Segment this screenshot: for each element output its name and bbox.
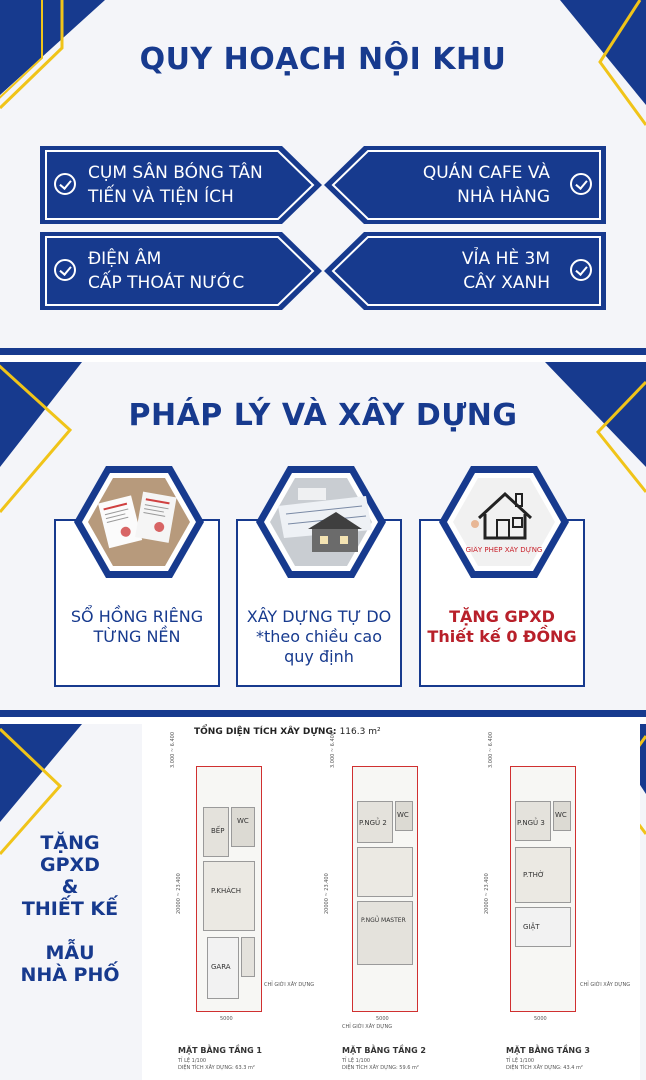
floor-plan-3: P.NGỦ 3 WC P.THỜ GIẶT (510, 766, 576, 1012)
hex-construction-image (256, 466, 386, 578)
feature-label: ĐIỆN ÂM CẤP THOÁT NƯỚC (88, 249, 245, 293)
hex-permit-image (439, 466, 569, 578)
section-phap-ly (0, 362, 646, 710)
hex-documents-image (74, 466, 204, 578)
feature-label: CỤM SÂN BÓNG TÂN TIẾN VÀ TIỆN ÍCH (88, 163, 263, 207)
divider-bar (0, 710, 646, 717)
section-noi-khu (0, 0, 646, 348)
card-text: XÂY DỰNG TỰ DO *theo chiều cao quy định (246, 607, 392, 666)
feature-football (40, 146, 322, 224)
floor-plan-1: BẾP WC P.KHÁCH GARA (196, 766, 262, 1012)
page-title: QUY HOẠCH NỘI KHU (139, 42, 507, 77)
check-circle-icon (54, 173, 76, 195)
permit-sign-text: GIẤY PHÉP XÂY DỰNG (465, 546, 543, 554)
promo-mau-nha-pho: MẪU NHÀ PHỐ (20, 942, 120, 986)
check-circle-icon (570, 173, 592, 195)
divider-bar (0, 348, 646, 355)
floor-plans: TỔNG DIỆN TÍCH XÂY DỰNG: 116.3 m² 3.000 ~ 6.400 20000 ~ 23.400 BẾP WC P.KHÁCH GARA 5000 CHỈ GIỚI XÂY DỰNG MẶT BẰNG TẦNG 1 TỈ LỆ 1/100 DIỆN TÍCH XÂY DỰNG: 63.3 m² 3.000 ~ 6.400 20000 ~ 23.400 P.NGỦ 2 WC P.NGỦ MASTER 5000 CHỈ GIỚI XÂY DỰNG MẶT BẰNG TẦNG 2 TỈ LỆ 1/100 DIỆN TÍCH XÂY DỰNG: 59.6 m² 3.000 ~ 6.400 20000 ~ 23.400 P.NGỦ 3 WC P.THỜ GIẶT 5000 CHỈ GIỚI XÂY DỰNG MẶT BẰNG TẦNG 3 TỈ LỆ 1/100 DIỆN TÍCH XÂY DỰNG: 43.4 m² (142, 724, 640, 1080)
section-title: PHÁP LÝ VÀ XÂY DỰNG (128, 398, 518, 433)
feature-label: QUÁN CAFE VÀ NHÀ HÀNG (422, 163, 550, 207)
check-circle-icon (570, 259, 592, 281)
feature-sidewalk (324, 232, 606, 310)
feature-cafe (324, 146, 606, 224)
card-text: TẶNG GPXD Thiết kế 0 ĐỒNG (427, 607, 577, 646)
feature-label: VỈA HÈ 3M CÂY XANH (461, 249, 550, 293)
promo-tang-gpxd: TẶNG GPXD & THIẾT KẾ (21, 832, 119, 920)
card-text: SỔ HỒNG RIÊNG TỪNG NỀN (70, 607, 204, 646)
plan-total-title: TỔNG DIỆN TÍCH XÂY DỰNG: 116.3 m² (194, 727, 381, 737)
check-circle-icon (54, 259, 76, 281)
floor-plan-2: P.NGỦ 2 WC P.NGỦ MASTER (352, 766, 418, 1012)
feature-electric (40, 232, 322, 310)
